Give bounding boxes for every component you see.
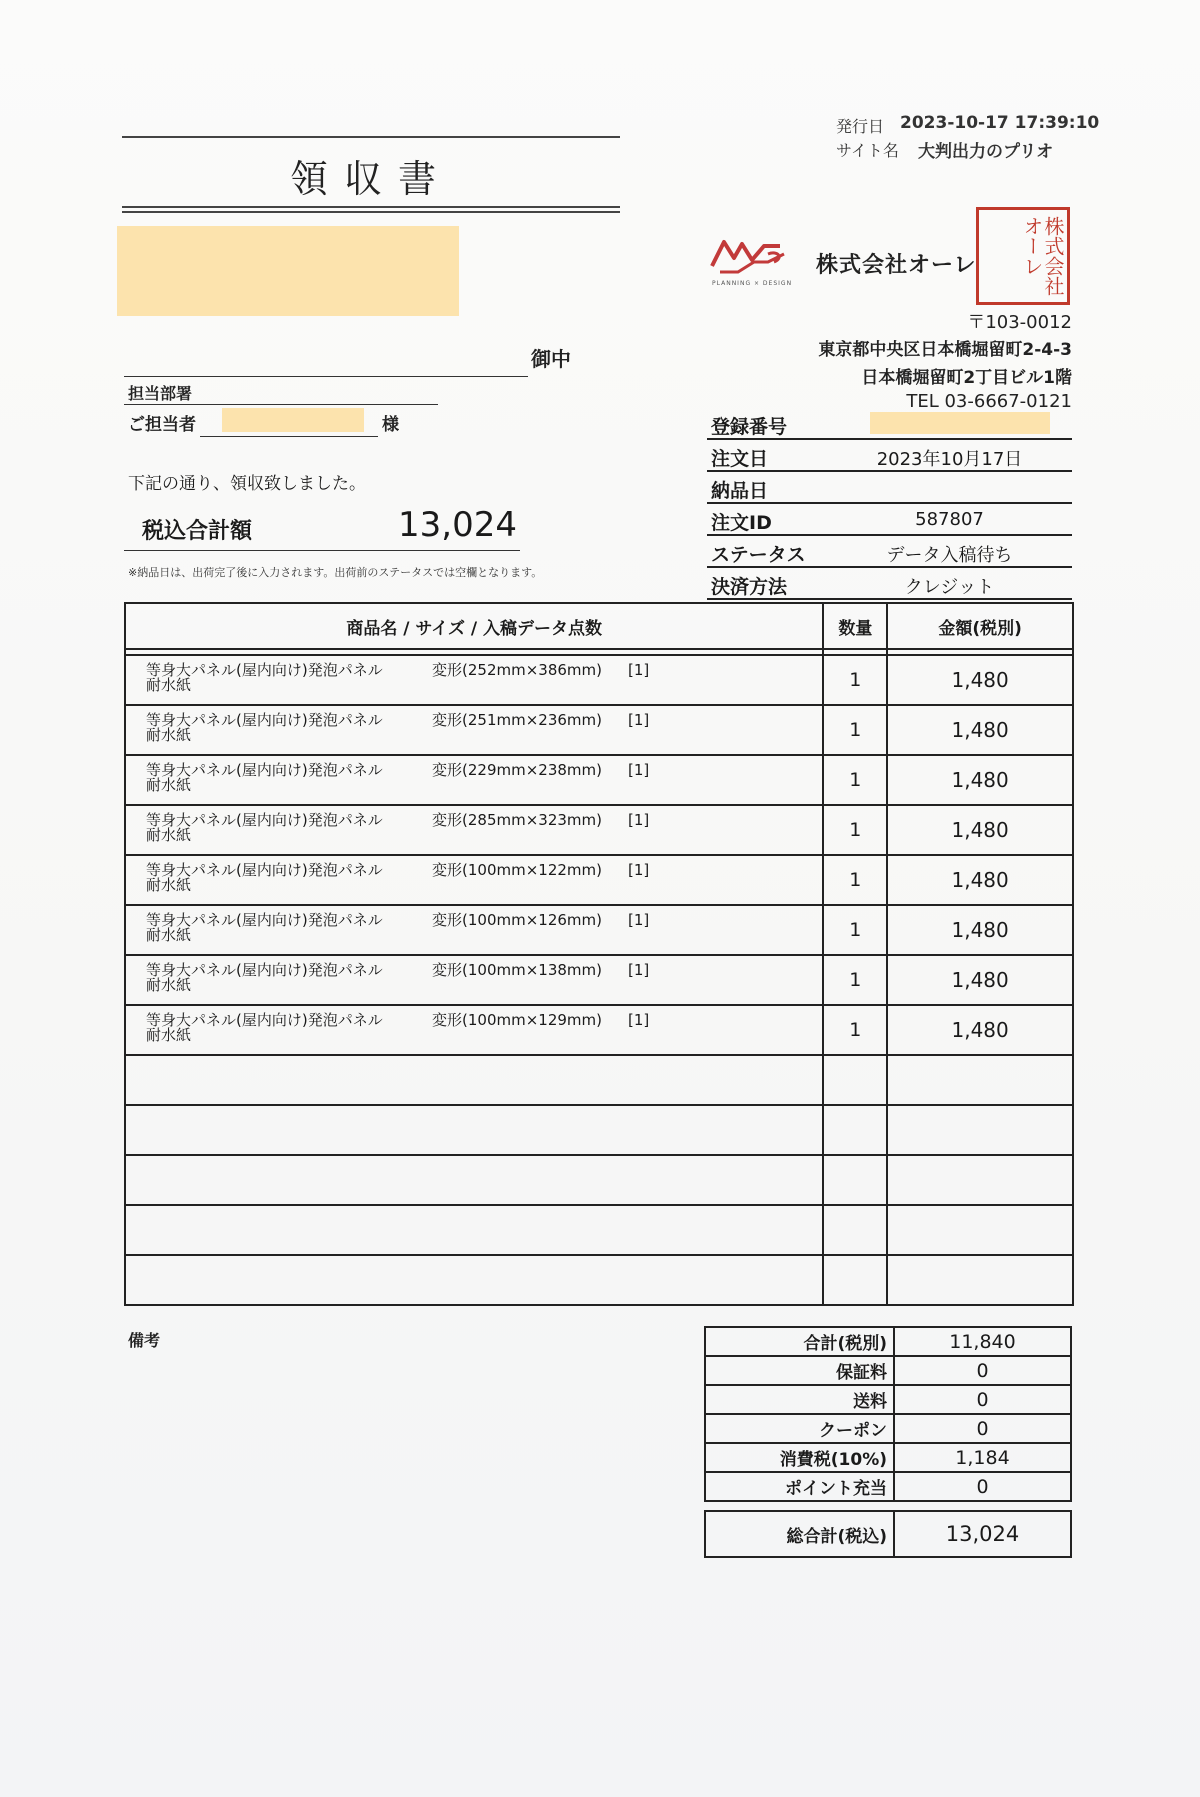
table-row xyxy=(125,755,1073,805)
tax-label: 消費税(10%) xyxy=(705,1443,894,1472)
status-value: データ入稿待ち xyxy=(886,545,1013,566)
product-name: 等身大パネル(屋内向け)発泡パネル xyxy=(146,911,383,929)
product-cell xyxy=(125,655,823,705)
product-size: 変形(100mm×138mm) xyxy=(432,961,602,979)
grand-total-label: 総合計(税込) xyxy=(705,1511,894,1557)
person-suffix: 様 xyxy=(382,415,399,435)
recipient-name-underline xyxy=(124,376,528,377)
order-info-table xyxy=(707,408,1072,600)
order-info-row-payment xyxy=(707,568,1072,600)
person-name-redaction xyxy=(222,408,364,432)
product-material: 耐水紙 xyxy=(146,926,192,944)
product-cell xyxy=(125,755,823,805)
table-row xyxy=(125,855,1073,905)
empty-row xyxy=(125,1255,1073,1305)
amount-cell: 1,480 xyxy=(887,855,1073,905)
total-underline xyxy=(124,550,520,551)
receipt-statement: 下記の通り、領収致しました。 xyxy=(128,474,366,494)
recipient-name-redaction xyxy=(117,226,459,316)
totals-row xyxy=(705,1327,1071,1356)
order-id-value: 587807 xyxy=(915,509,984,530)
company-logo-icon xyxy=(708,232,790,280)
title-rule-top xyxy=(122,136,620,138)
payment-value: クレジット xyxy=(904,577,995,598)
quantity-cell: 1 xyxy=(823,855,887,905)
order-info-row-registration xyxy=(707,408,1072,440)
amount-cell: 1,480 xyxy=(887,905,1073,955)
quantity-cell: 1 xyxy=(823,755,887,805)
product-data-points: [1] xyxy=(628,1011,650,1029)
product-size: 変形(251mm×236mm) xyxy=(432,711,602,729)
title-rule-bottom-1 xyxy=(122,206,620,208)
header-amount: 金額(税別) xyxy=(887,603,1073,649)
items-header-row xyxy=(125,603,1073,649)
tax-value: 1,184 xyxy=(894,1443,1071,1472)
order-date-label: 注文日 xyxy=(711,448,769,470)
recipient-honorific: 御中 xyxy=(531,347,571,371)
product-material: 耐水紙 xyxy=(146,976,192,994)
table-row xyxy=(125,705,1073,755)
company-seal xyxy=(976,207,1070,305)
empty-row xyxy=(125,1105,1073,1155)
quantity-cell: 1 xyxy=(823,705,887,755)
address-line-2: 日本橋堀留町2丁目ビル1階 xyxy=(861,368,1072,388)
payment-label: 決済方法 xyxy=(711,576,788,598)
person-label: ご担当者 xyxy=(128,415,196,435)
empty-row xyxy=(125,1155,1073,1205)
issue-date-label: 発行日 xyxy=(836,117,885,136)
grand-total-value: 13,024 xyxy=(894,1511,1071,1557)
product-size: 変形(252mm×386mm) xyxy=(432,661,602,679)
product-name: 等身大パネル(屋内向け)発泡パネル xyxy=(146,1011,383,1029)
status-label: ステータス xyxy=(711,544,806,566)
shipping-value: 0 xyxy=(894,1385,1071,1414)
person-underline xyxy=(200,436,378,437)
product-data-points: [1] xyxy=(628,661,650,679)
quantity-cell: 1 xyxy=(823,955,887,1005)
order-info-row-order-id xyxy=(707,504,1072,536)
table-row xyxy=(125,905,1073,955)
site-name-value: 大判出力のプリオ xyxy=(918,142,1054,162)
total-label: 税込合計額 xyxy=(142,519,253,544)
product-data-points: [1] xyxy=(628,761,650,779)
order-info-row-status xyxy=(707,536,1072,568)
header-product: 商品名 / サイズ / 入稿データ点数 xyxy=(125,603,823,649)
totals-row xyxy=(705,1472,1071,1501)
amount-cell: 1,480 xyxy=(887,755,1073,805)
product-material: 耐水紙 xyxy=(146,676,192,694)
remarks-label: 備考 xyxy=(128,1331,161,1350)
amount-cell: 1,480 xyxy=(887,705,1073,755)
order-id-label: 注文ID xyxy=(711,512,772,534)
logo-caption: PLANNING × DESIGN xyxy=(712,280,793,287)
product-name: 等身大パネル(屋内向け)発泡パネル xyxy=(146,861,383,879)
site-name-label: サイト名 xyxy=(836,141,899,160)
table-row xyxy=(125,655,1073,705)
table-row xyxy=(125,805,1073,855)
quantity-cell: 1 xyxy=(823,805,887,855)
product-size: 変形(100mm×122mm) xyxy=(432,861,602,879)
points-label: ポイント充当 xyxy=(705,1472,894,1501)
product-name: 等身大パネル(屋内向け)発泡パネル xyxy=(146,811,383,829)
product-size: 変形(229mm×238mm) xyxy=(432,761,602,779)
table-row xyxy=(125,1005,1073,1055)
product-data-points: [1] xyxy=(628,711,650,729)
product-material: 耐水紙 xyxy=(146,776,192,794)
grand-total-row xyxy=(705,1511,1071,1557)
product-name: 等身大パネル(屋内向け)発泡パネル xyxy=(146,711,383,729)
total-value: 13,024 xyxy=(398,505,517,545)
product-material: 耐水紙 xyxy=(146,876,192,894)
product-data-points: [1] xyxy=(628,911,650,929)
product-cell xyxy=(125,1005,823,1055)
totals-gap xyxy=(705,1501,1071,1511)
postal-code: 〒103-0012 xyxy=(967,312,1072,333)
product-material: 耐水紙 xyxy=(146,726,192,744)
product-cell xyxy=(125,805,823,855)
totals-row xyxy=(705,1385,1071,1414)
guarantee-fee-value: 0 xyxy=(894,1356,1071,1385)
totals-row xyxy=(705,1356,1071,1385)
table-row xyxy=(125,955,1073,1005)
coupon-label: クーポン xyxy=(705,1414,894,1443)
product-name: 等身大パネル(屋内向け)発泡パネル xyxy=(146,661,383,679)
product-name: 等身大パネル(屋内向け)発泡パネル xyxy=(146,761,383,779)
coupon-value: 0 xyxy=(894,1414,1071,1443)
product-data-points: [1] xyxy=(628,811,650,829)
seal-text: 株式会社オーレ xyxy=(1020,216,1065,296)
totals-table xyxy=(704,1326,1072,1558)
product-cell xyxy=(125,905,823,955)
empty-row xyxy=(125,1055,1073,1105)
registration-label: 登録番号 xyxy=(711,416,788,438)
subtotal-label: 合計(税別) xyxy=(705,1327,894,1356)
amount-cell: 1,480 xyxy=(887,1005,1073,1055)
product-size: 変形(100mm×126mm) xyxy=(432,911,602,929)
delivery-date-label: 納品日 xyxy=(711,480,769,502)
product-size: 変形(285mm×323mm) xyxy=(432,811,602,829)
quantity-cell: 1 xyxy=(823,1005,887,1055)
subtotal-value: 11,840 xyxy=(894,1327,1071,1356)
product-material: 耐水紙 xyxy=(146,1026,192,1044)
order-info-row-order-date xyxy=(707,440,1072,472)
registration-redaction xyxy=(870,412,1050,434)
amount-cell: 1,480 xyxy=(887,955,1073,1005)
empty-row xyxy=(125,1205,1073,1255)
header-quantity: 数量 xyxy=(823,603,887,649)
totals-row xyxy=(705,1414,1071,1443)
dept-underline xyxy=(124,404,438,405)
amount-cell: 1,480 xyxy=(887,805,1073,855)
product-data-points: [1] xyxy=(628,961,650,979)
product-cell xyxy=(125,955,823,1005)
product-cell xyxy=(125,705,823,755)
delivery-note: ※納品日は、出荷完了後に入力されます。出荷前のステータスでは空欄となります。 xyxy=(128,566,543,579)
product-size: 変形(100mm×129mm) xyxy=(432,1011,602,1029)
issue-date-value: 2023-10-17 17:39:10 xyxy=(900,113,1100,133)
order-date-value: 2023年10月17日 xyxy=(876,449,1023,470)
product-cell xyxy=(125,855,823,905)
product-name: 等身大パネル(屋内向け)発泡パネル xyxy=(146,961,383,979)
shipping-label: 送料 xyxy=(705,1385,894,1414)
address-line-1: 東京都中央区日本橋堀留町2-4-3 xyxy=(818,340,1072,360)
title-rule-bottom-2 xyxy=(122,211,620,213)
quantity-cell: 1 xyxy=(823,655,887,705)
amount-cell: 1,480 xyxy=(887,655,1073,705)
dept-label: 担当部署 xyxy=(128,384,193,403)
points-value: 0 xyxy=(894,1472,1071,1501)
guarantee-fee-label: 保証料 xyxy=(705,1356,894,1385)
totals-row xyxy=(705,1443,1071,1472)
quantity-cell: 1 xyxy=(823,905,887,955)
product-material: 耐水紙 xyxy=(146,826,192,844)
company-tel: TEL 03-6667-0121 xyxy=(906,391,1072,412)
items-table xyxy=(124,602,1074,1306)
company-name: 株式会社オーレ xyxy=(816,253,977,278)
document-title: 領収書 xyxy=(289,157,452,201)
product-data-points: [1] xyxy=(628,861,650,879)
order-info-row-delivery-date xyxy=(707,472,1072,504)
